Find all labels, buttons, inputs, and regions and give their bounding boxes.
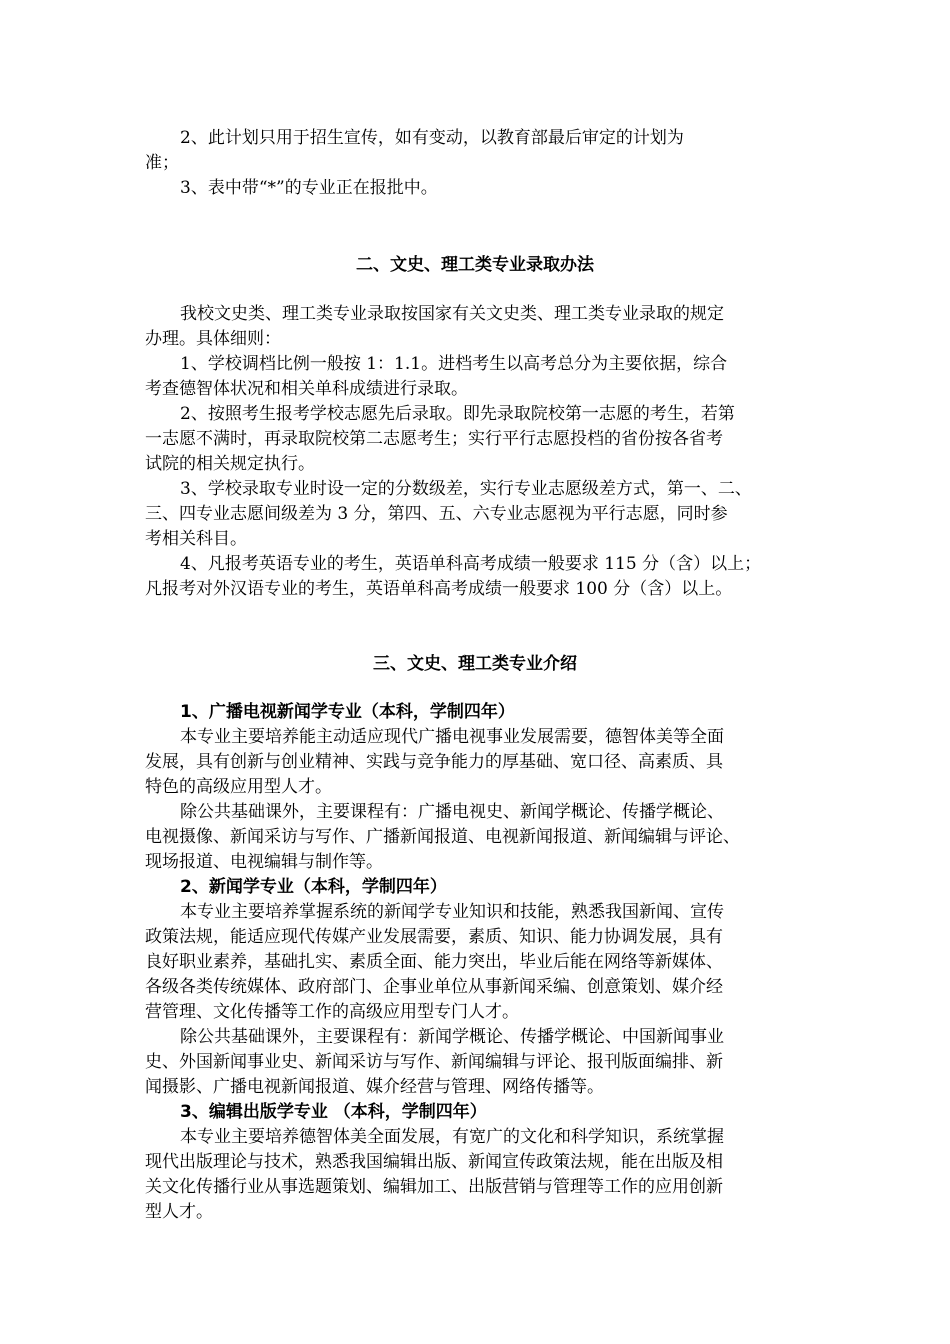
major-1-p2-line-3: 现场报道、电视编辑与制作等。 — [145, 852, 383, 872]
major-2-heading: 2、新闻学专业（本科，学制四年） — [180, 877, 447, 897]
rule-2-line-2: 一志愿不满时，再录取院校第二志愿考生；实行平行志愿投档的省份按各省考 — [145, 429, 723, 449]
major-2-p1-line-1: 本专业主要培养掌握系统的新闻学专业知识和技能，熟悉我国新闻、宣传 — [180, 902, 724, 922]
major-2-p1-line-3: 良好职业素养，基础扎实、素质全面、能力突出，毕业后能在网络等新媒体、 — [145, 952, 723, 972]
rule-3-line-2: 三、四专业志愿间级差为 3 分，第四、五、六专业志愿视为平行志愿，同时参 — [145, 504, 728, 524]
note-2-line-1: 2、此计划只用于招生宣传，如有变动，以教育部最后审定的计划为 — [180, 128, 684, 148]
major-2-p2-line-3: 闻摄影、广播电视新闻报道、媒介经营与管理、网络传播等。 — [145, 1077, 604, 1097]
rule-4-line-2: 凡报考对外汉语专业的考生，英语单科高考成绩一般要求 100 分（含）以上。 — [145, 579, 733, 599]
major-2-p2-line-1: 除公共基础课外，主要课程有：新闻学概论、传播学概论、中国新闻事业 — [180, 1027, 724, 1047]
major-3-p1-line-1: 本专业主要培养德智体美全面发展，有宽广的文化和科学知识，系统掌握 — [180, 1127, 724, 1147]
major-1-heading: 1、广播电视新闻学专业（本科，学制四年） — [180, 702, 515, 722]
major-1-p2-line-1: 除公共基础课外，主要课程有：广播电视史、新闻学概论、传播学概论、 — [180, 802, 724, 822]
rule-1-line-1: 1、学校调档比例一般按 1：1.1。进档考生以高考总分为主要依据，综合 — [180, 354, 728, 374]
major-2-p1-line-4: 各级各类传统媒体、政府部门、企事业单位从事新闻采编、创意策划、媒介经 — [145, 977, 723, 997]
rule-3-line-3: 考相关科目。 — [145, 529, 247, 549]
rule-1-line-2: 考查德智体状况和相关单科成绩进行录取。 — [145, 379, 468, 399]
rule-2-line-1: 2、按照考生报考学校志愿先后录取。即先录取院校第一志愿的考生，若第 — [180, 404, 735, 424]
major-3-p1-line-4: 型人才。 — [145, 1202, 213, 1222]
major-3-p1-line-2: 现代出版理论与技术，熟悉我国编辑出版、新闻宣传政策法规，能在出版及相 — [145, 1152, 723, 1172]
major-2-p2-line-2: 史、外国新闻事业史、新闻采访与写作、新闻编辑与评论、报刊版面编排、新 — [145, 1052, 723, 1072]
section-2-title: 二、文史、理工类专业录取办法 — [356, 255, 594, 275]
section-2-intro-line-2: 办理。具体细则： — [145, 329, 281, 349]
note-2-line-2: 准； — [145, 153, 179, 173]
major-3-heading: 3、编辑出版学专业 （本科，学制四年） — [180, 1102, 487, 1122]
major-3-p1-line-3: 关文化传播行业从事选题策划、编辑加工、出版营销与管理等工作的应用创新 — [145, 1177, 723, 1197]
section-2-intro-line-1: 我校文史类、理工类专业录取按国家有关文史类、理工类专业录取的规定 — [180, 304, 724, 324]
major-1-p1-line-2: 发展，具有创新与创业精神、实践与竞争能力的厚基础、宽口径、高素质、具 — [145, 752, 723, 772]
major-1-p1-line-3: 特色的高级应用型人才。 — [145, 777, 332, 797]
note-3: 3、表中带“*”的专业正在报批中。 — [180, 178, 438, 198]
rule-4-line-1: 4、凡报考英语专业的考生，英语单科高考成绩一般要求 115 分（含）以上； — [180, 554, 762, 574]
section-3-title: 三、文史、理工类专业介绍 — [373, 654, 577, 674]
rule-2-line-3: 试院的相关规定执行。 — [145, 454, 315, 474]
major-1-p2-line-2: 电视摄像、新闻采访与写作、广播新闻报道、电视新闻报道、新闻编辑与评论、 — [145, 827, 740, 847]
major-1-p1-line-1: 本专业主要培养能主动适应现代广播电视事业发展需要，德智体美等全面 — [180, 727, 724, 747]
major-2-p1-line-2: 政策法规，能适应现代传媒产业发展需要，素质、知识、能力协调发展，具有 — [145, 927, 723, 947]
rule-3-line-1: 3、学校录取专业时设一定的分数级差，实行专业志愿级差方式，第一、二、 — [180, 479, 752, 499]
major-2-p1-line-5: 营管理、文化传播等工作的高级应用型专门人才。 — [145, 1002, 519, 1022]
